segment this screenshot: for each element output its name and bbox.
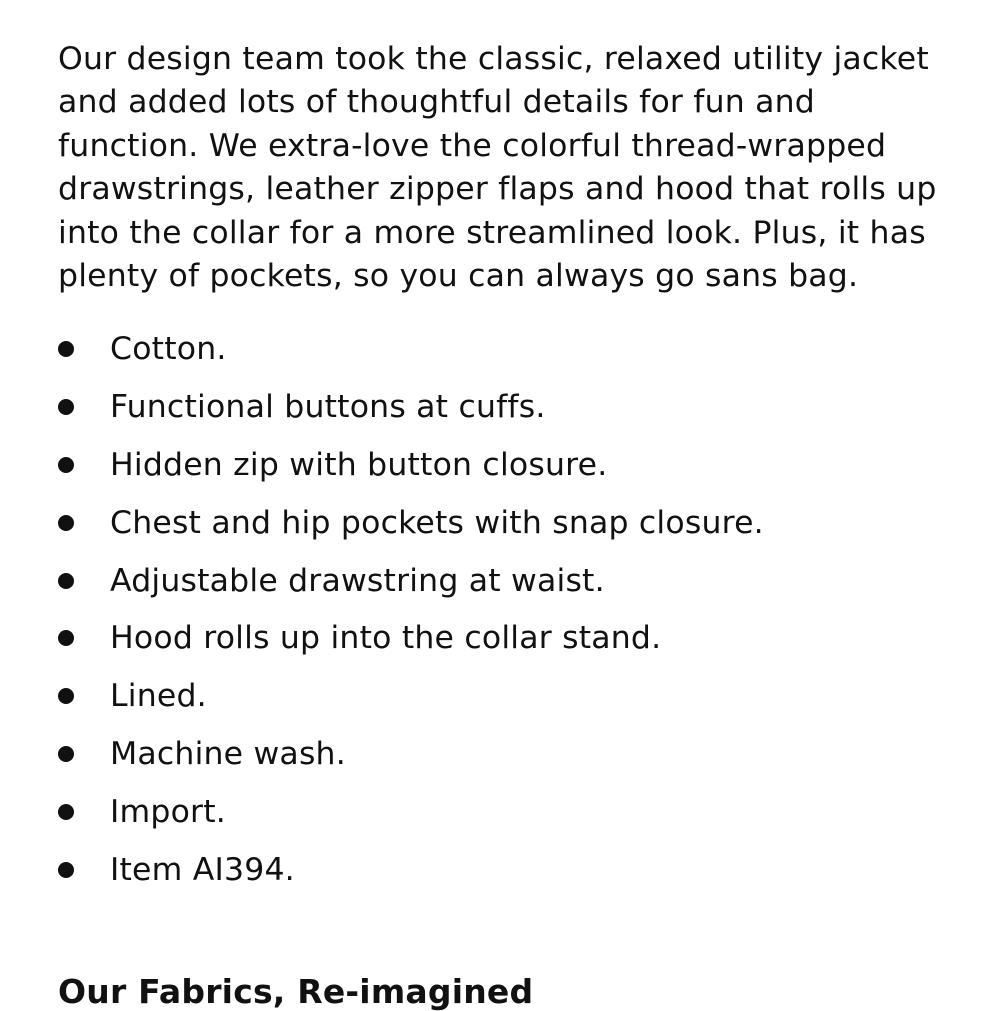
list-item [58,725,958,783]
list-item [58,841,958,899]
bullet-icon [58,630,74,646]
feature-text: Item AI394. [110,851,295,888]
feature-text: Adjustable drawstring at waist. [110,562,605,599]
list-item [58,436,958,494]
feature-text: Functional buttons at cuffs. [110,389,546,426]
list-item [58,552,958,610]
bullet-icon [58,804,74,820]
bullet-icon [58,862,74,878]
list-item [58,378,958,436]
list-item [58,667,958,725]
feature-text: Lined. [110,678,207,715]
feature-text: Machine wash. [110,735,346,772]
product-description: Our design team took the classic, relaxed utility jacket and added lots of thoughtful details for fun and function. We extra-love the colorful thread-wrapped drawstrings, leather zipper flaps and hood that rolls up into the collar for a more streamlined look. Plus, it has plenty of pockets, so you can always go sans bag. [58,41,937,295]
feature-list [58,320,958,898]
bullet-icon [58,746,74,762]
list-item [58,783,958,841]
feature-text: Import. [110,793,226,830]
feature-text: Hood rolls up into the collar stand. [110,620,662,657]
feature-text: Chest and hip pockets with snap closure. [110,504,764,541]
section-heading: Our Fabrics, Re-imagined [58,972,534,1011]
list-item [58,494,958,552]
product-details [58,38,958,898]
list-item [58,320,958,378]
bullet-icon [58,399,74,415]
bullet-icon [58,688,74,704]
bullet-icon [58,573,74,589]
feature-text: Hidden zip with button closure. [110,446,608,483]
bullet-icon [58,457,74,473]
bullet-icon [58,341,74,357]
feature-text: Cotton. [110,331,227,368]
list-item [58,609,958,667]
bullet-icon [58,515,74,531]
